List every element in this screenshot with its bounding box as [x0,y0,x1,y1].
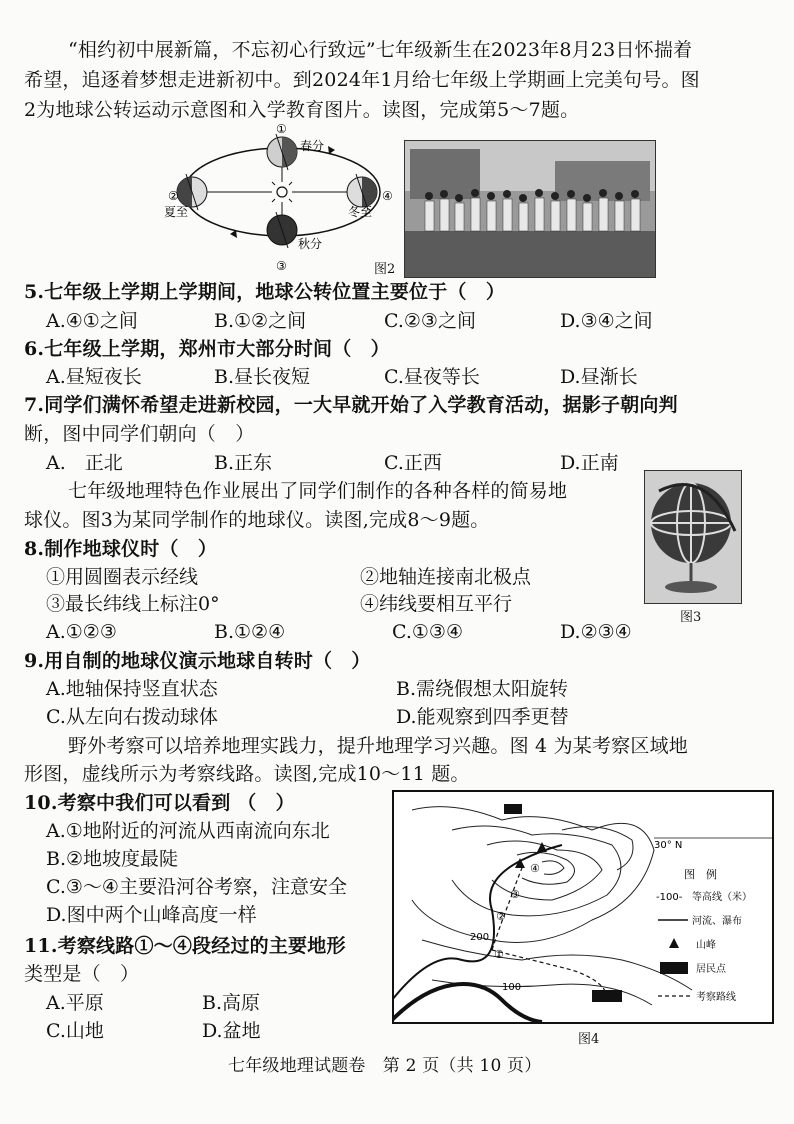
q11-option-b[interactable]: B.高原 [202,992,261,1014]
q7-option-b[interactable]: B.正东 [214,452,273,474]
figure-3-caption: 图3 [680,610,702,625]
intro-2-line-1: 七年级地理特色作业展出了同学们制作的各种各样的简易地 [68,480,568,502]
q10-option-d[interactable]: D.图中两个山峰高度一样 [46,904,257,926]
fig4-legend-route: 考察路线 [696,992,736,1003]
q8-statement-4: ④纬线要相互平行 [360,593,513,615]
q8-statement-3: ③最长纬线上标注0° [46,593,220,615]
q7-option-c[interactable]: C.正西 [384,452,442,474]
intro-1-line-1: “相约初中展新篇，不忘初心行致远”七年级新生在2023年8月23日怀揣着 [68,39,693,61]
intro-3-line-1: 野外考察可以培养地理实践力，提升地理学习兴趣。图 4 为某考察区域地 [68,735,688,757]
q9-option-a[interactable]: A.地轴保持竖直状态 [46,678,218,700]
q7-stem-line-1: 7.同学们满怀希望走进新校园，一大早就开始了入学教育活动，据影子朝向判 [24,394,678,416]
q9-option-d[interactable]: D.能观察到四季更替 [396,706,569,728]
fig4-point-4: ④ [530,862,540,875]
q8-option-b[interactable]: B.①②④ [214,621,286,643]
fig4-contour-100: 100 [502,982,522,993]
figure-2-orbit-diagram [160,120,400,280]
page-footer: 七年级地理试题卷 第 2 页（共 10 页） [228,1056,542,1076]
q5-option-a[interactable]: A.④①之间 [46,310,138,332]
fig2-label-4: ④ [382,189,393,203]
q11-option-a[interactable]: A.平原 [46,992,104,1014]
fig4-legend-settlement: 居民点 [696,964,726,975]
sun-icon [268,178,296,206]
intro-2-line-2: 球仪。图3为某同学制作的地球仪。读图,完成8～9题。 [24,509,490,531]
q8-statement-1: ①用圆圈表示经线 [46,566,199,588]
intro-1-line-3: 2为地球公转运动示意图和入学教育图片。读图，完成第5～7题。 [24,99,580,121]
earth-position-1-icon [267,134,297,170]
fig2-label-winter: 冬至 [348,205,373,219]
q11-stem-line-1: 11.考察线路①～④段经过的主要地形 [24,935,346,957]
settlement-icon [504,804,522,814]
q5-option-b[interactable]: B.①②之间 [214,310,307,332]
q8-stem: 8.制作地球仪时（ ） [24,538,218,560]
q10-stem: 10.考察中我们可以看到 （ ） [24,792,295,814]
fig4-contour-200: 200 [470,932,490,943]
fig4-legend-title: 图 例 [684,868,717,881]
q8-statement-2: ②地轴连接南北极点 [360,566,532,588]
figure-2-caption: 图2 [374,262,396,277]
fig2-label-autumn: 秋分 [298,237,323,251]
figure-3-globe-photo [644,470,742,604]
q10-option-c[interactable]: C.③～④主要沿河谷考察，注意安全 [46,876,347,898]
q9-option-c[interactable]: C.从左向右拨动球体 [46,706,218,728]
fig4-legend-river: 河流、瀑布 [692,916,742,927]
fig4-point-2: ② [496,910,506,923]
figure-4-caption: 图4 [578,1032,600,1047]
figure-4-topographic-map [392,790,774,1024]
q6-option-b[interactable]: B.昼长夜短 [214,366,311,388]
fig4-legend-peak: 山峰 [696,940,716,951]
q9-option-b[interactable]: B.需绕假想太阳旋转 [396,678,569,700]
fig2-label-summer: 夏至 [164,205,189,219]
q6-option-c[interactable]: C.昼夜等长 [384,366,480,388]
fig4-latitude: 30° N [654,840,683,851]
q6-option-a[interactable]: A.昼短夜长 [46,366,142,388]
q5-option-c[interactable]: C.②③之间 [384,310,476,332]
q11-option-c[interactable]: C.山地 [46,1020,104,1042]
fig2-label-1: ① [276,122,287,136]
q8-option-d[interactable]: D.②③④ [560,621,632,643]
earth-position-3-icon [267,212,297,248]
q10-option-b[interactable]: B.②地坡度最陡 [46,848,179,870]
fig4-point-3: ③ [510,888,520,901]
figure-2-photo [404,140,656,278]
settlement-legend-icon [660,962,688,974]
settlement-icon [592,990,622,1002]
q9-stem: 9.用自制的地球仪演示地球自转时（ ） [24,650,371,672]
q8-option-c[interactable]: C.①③④ [392,621,463,643]
fig4-legend-contour-value: -100- [656,892,683,903]
q5-stem: 5.七年级上学期上学期间，地球公转位置主要位于（ ） [24,281,506,303]
fig4-legend-contour: 等高线（米） [692,892,752,903]
q5-option-d[interactable]: D.③④之间 [560,310,653,332]
q7-option-a[interactable]: A. 正北 [46,452,123,474]
q11-option-d[interactable]: D.盆地 [202,1020,261,1042]
fig2-label-spring: 春分 [300,139,325,153]
q7-stem-line-2: 断，图中同学们朝向（ ） [24,423,255,445]
q6-option-d[interactable]: D.昼渐长 [560,366,638,388]
q11-stem-line-2: 类型是（ ） [24,963,140,985]
intro-1-line-2: 希望，追逐着梦想走进新初中。到2024年1月给七年级上学期画上完美句号。图 [24,69,700,91]
q6-stem: 6.七年级上学期，郑州市大部分时间（ ） [24,338,390,360]
intro-3-line-2: 形图，虚线所示为考察线路。读图,完成10～11 题。 [24,763,470,785]
q10-option-a[interactable]: A.①地附近的河流从西南流向东北 [46,820,330,842]
fig2-label-2: ② [168,189,179,203]
q7-option-d[interactable]: D.正南 [560,452,619,474]
fig4-point-1: ① [494,948,504,961]
fig2-label-3: ③ [276,259,287,273]
q8-option-a[interactable]: A.①②③ [46,621,117,643]
